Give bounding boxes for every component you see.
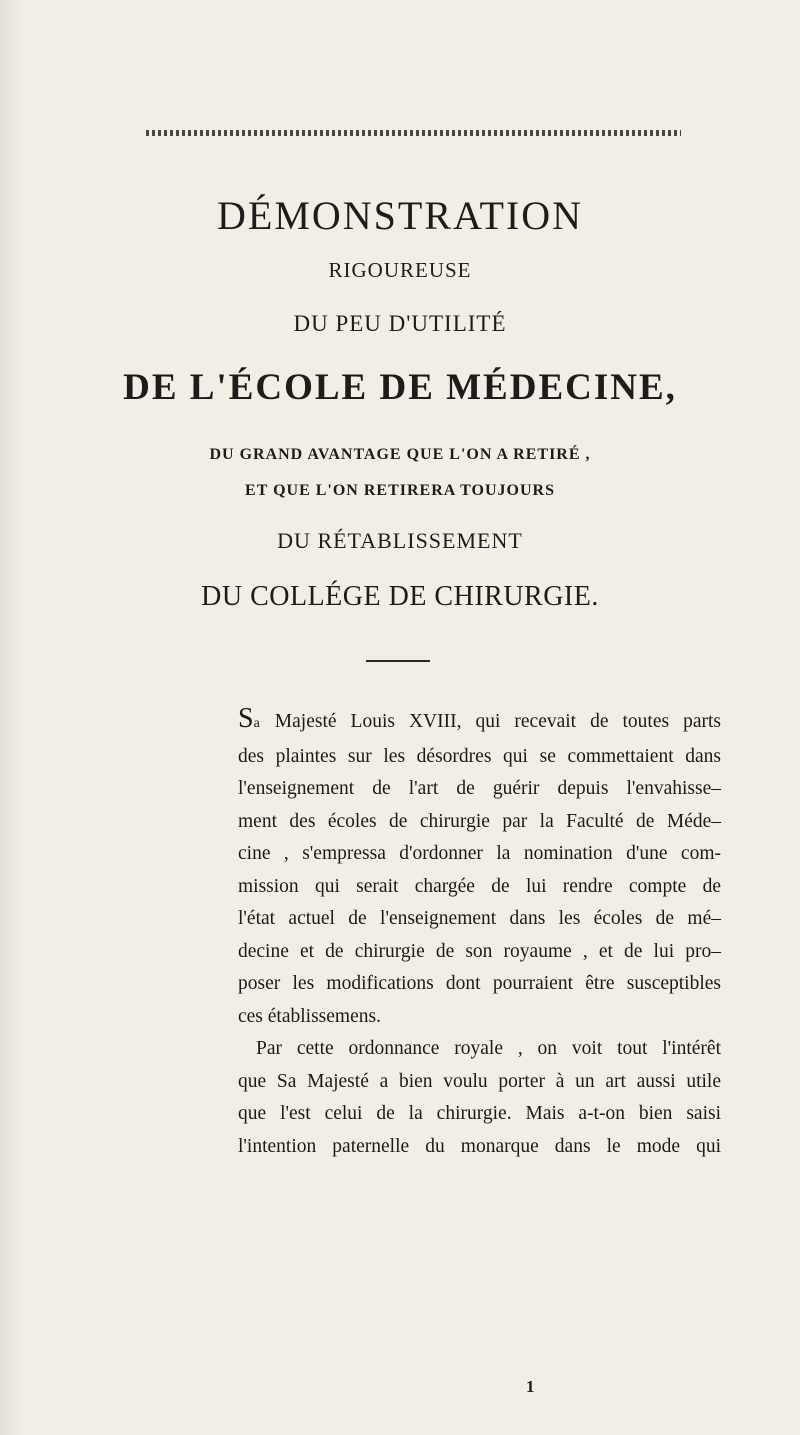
body-line: l'enseignement de l'art de guérir depuis l'envahisse–	[238, 778, 721, 799]
body-line: ment des écoles de chirurgie par la Faculté de Méde–	[238, 810, 721, 832]
title-line-3: DU PEU D'UTILITÉ	[293, 311, 507, 336]
initial-smallcap: a	[253, 716, 261, 731]
body-line: decine et de chirurgie de son royaume , et de lui pro–	[238, 940, 721, 962]
title-line-7: DU RÉTABLISSEMENT	[277, 528, 523, 553]
body-line: que l'est celui de la chirurgie. Mais a-t-on bien saisi	[238, 1103, 721, 1124]
title-line-5: DU GRAND AVANTAGE QUE L'ON A RETIRÉ ,	[209, 446, 591, 463]
body-line: mission qui serait chargée de lui rendre compte de	[238, 875, 721, 897]
section-divider	[366, 660, 430, 662]
body-line: poser les modifications dont pourraient être susceptibles	[238, 973, 721, 994]
body-line: l'état actuel de l'enseignement dans les écoles de mé–	[238, 908, 721, 929]
body-line: ces établissemens.	[238, 1005, 381, 1027]
initial-letter: S	[238, 703, 254, 734]
body-line: des plaintes sur les désordres qui se commettaient dans	[238, 745, 721, 767]
first-line-text: Majesté Louis XVIII, qui recevait de toutes parts	[260, 711, 721, 732]
title-line-8: DU COLLÉGE DE CHIRURGIE.	[201, 581, 599, 612]
ornamental-rule	[146, 130, 681, 136]
body-line: cine , s'empressa d'ordonner la nomination d'une com-	[238, 843, 721, 864]
body-line: l'intention paternelle du monarque dans le mode qui	[238, 1135, 721, 1157]
title-line-2: RIGOUREUSE	[328, 258, 472, 282]
title-line-6: ET QUE L'ON RETIRERA TOUJOURS	[245, 482, 555, 499]
page-number: 1	[526, 1377, 535, 1396]
body-text	[238, 703, 721, 1163]
title-line-4: DE L'ÉCOLE DE MÉDECINE,	[123, 367, 677, 408]
body-line	[238, 703, 721, 741]
title-line-1: DÉMONSTRATION	[217, 193, 583, 238]
body-line: Par cette ordonnance royale , on voit tout l'intérêt	[256, 1038, 721, 1059]
body-line: que Sa Majesté a bien voulu porter à un art aussi utile	[238, 1070, 721, 1092]
